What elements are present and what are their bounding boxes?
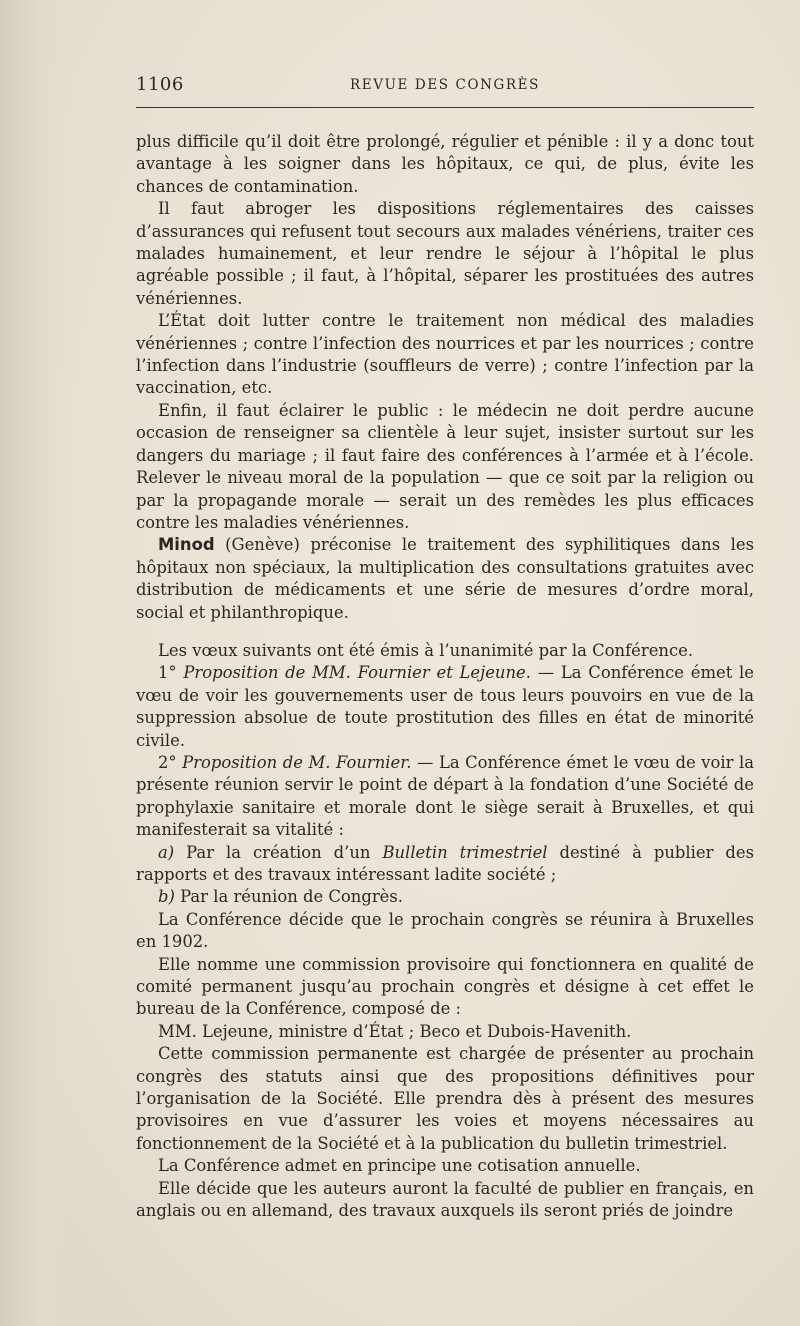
proposition-2: 2° Proposition de M. Fournier. — La Conférence émet le vœu de voir la présente réunion servir le point de départ à la fondation d’une Société de prophylaxie sanitaire et morale dont le siège serait à Bruxelles, et qui manifesterait sa vitalité : (136, 752, 754, 840)
paragraph: Il faut abroger les dispositions réglementaires des caisses d’assurances qui refusent tout secours aux malades vénériens, traiter ces malades humainement, et leur rendre le séjour à l’hôpital le plus agréable possible ; il faut, à l’hôpital, séparer les prostituées des autres vénériennes. (136, 199, 754, 308)
bulletin-title: Bulletin trimestriel (382, 842, 548, 862)
paragraph: Minod (Genève) préconise le traitement des syphilitiques dans les hôpitaux non spéciaux, la multiplication des consultations gratuites avec distribution de médicaments et une série de mesures d’ordre moral, social et philanthropique. (136, 535, 754, 622)
page-number: 1106 (136, 74, 184, 95)
list-item-a: a) Par la création d’un Bulletin trimestriel destiné à publier des rapports et des travaux intéressant ladite société ; (136, 842, 754, 884)
body-text (136, 131, 754, 1223)
paragraph: Elle décide que les auteurs auront la faculté de publier en français, en anglais ou en allemand, des travaux auxquels ils seront priés de joindre (136, 1178, 754, 1221)
paragraph: Enfin, il faut éclairer le public : le médecin ne doit perdre aucune occasion de renseigner sa clientèle à leur sujet, insister surtout sur les dangers du mariage ; il faut faire des conférences à l’armée et à l’école. Relever le niveau moral de la population — que ce soit par la religion ou par la propagande morale — serait un des remèdes les plus efficaces contre les maladies vénériennes. (136, 400, 754, 532)
list-item-b: b) Par la réunion de Congrès. (158, 887, 403, 907)
paragraph: MM. Lejeune, ministre d’État ; Beco et Dubois-Havenith. (158, 1021, 632, 1041)
paragraph: plus difficile qu’il doit être prolongé, régulier et pénible : il y a donc tout avantage à les soigner dans les hôpitaux, ce qui, de plus, évite les chances de contamination. (136, 132, 754, 196)
running-head: REVUE DES CONGRÈS (350, 77, 540, 93)
paragraph: La Conférence admet en principe une cotisation annuelle. (158, 1156, 641, 1176)
proposition-title: Proposition de MM. Fournier et Lejeune. (183, 663, 531, 683)
paragraph: La Conférence décide que le prochain congrès se réunira à Bruxelles en 1902. (136, 909, 754, 952)
paragraph: Cette commission permanente est chargée de présenter au prochain congrès des statuts ainsi que des propositions définitives pour l’organisation de la Société. Elle prendra dès à présent des mesures provisoires en vue d’assurer les voies et moyens nécessaires au fonctionnement de la Société et à la publication du bulletin trimestriel. (136, 1044, 754, 1153)
header-rule (136, 107, 754, 108)
paragraph: L’État doit lutter contre le traitement non médical des maladies vénériennes ; contre l’infection des nourrices et par les nourrices ; contre l’infection dans l’industrie (souffleurs de verre) ; contre l’infection par la vaccination, etc. (136, 311, 754, 398)
proposition-title: Proposition de M. Fournier. (182, 752, 412, 772)
page-header (136, 72, 754, 102)
page-gutter-shadow (0, 0, 70, 1326)
paragraph: Les vœux suivants ont été émis à l’unanimité par la Conférence. (158, 640, 694, 660)
proposition-1: 1° Proposition de MM. Fournier et Lejeune. — La Conférence émet le vœu de voir les gouvernements user de tous leurs pouvoirs en vue de la suppression absolue de toute prostitution des filles en état de minorité civile. (136, 663, 754, 750)
author-name: Minod (158, 535, 215, 555)
paragraph: Elle nomme une commission provisoire qui fonctionnera en qualité de comité permanent jusqu’au prochain congrès et désigne à cet effet le bureau de la Conférence, composé de : (136, 954, 754, 1019)
